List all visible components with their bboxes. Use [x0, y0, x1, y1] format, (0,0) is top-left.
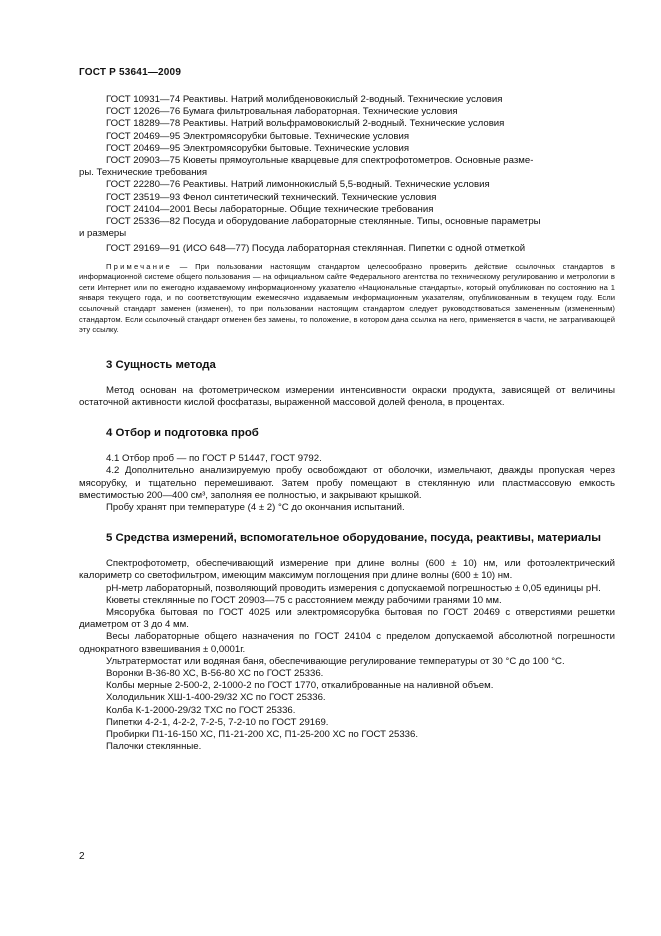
note-text: — При пользовании настоящим стандартом целесообразно проверить действие ссылочных стандартов в информационной системе общего пользования — на официальном сайте Федерального агентства по техническому регулированию и метрологии в сети Интернет или по ежегодно издаваемому информационному указателю «Национальные стандарты», который опубликован по состоянию на 1 января текущего года, и по соответствующим ежемесячно издаваемым информационным указателям, опубликованным в текущем году. Если ссылочный стандарт заменен (изменен), то при пользовании настоящим стандартом следует руководствоваться замененным (измененным) стандартом. Если ссылочный стандарт отменен без замены, то положение, в котором дана ссылка на него, применяется в части, не затрагивающей эту ссылку. [79, 261, 615, 335]
document-header: ГОСТ Р 53641—2009 [79, 67, 182, 78]
standard-reference: ГОСТ 23519—93 Фенол синтетический технический. Технические условия [106, 191, 437, 203]
document-body [79, 94, 615, 753]
section-5-paragraph: Спектрофотометр, обеспечивающий измерение при длине волны (600 ± 10) нм, или фотоэлектрический калориметр со светофильтром, имеющим максимум поглощения при длине волны (600 ± 10) нм. [79, 558, 615, 582]
note-label: Примечание [106, 261, 172, 271]
section-4-heading: 4 Отбор и подготовка проб [106, 427, 259, 440]
standard-reference: ГОСТ 18289—78 Реактивы. Натрий вольфрамовокислый 2-водный. Технические условия [106, 118, 505, 130]
page-number: 2 [79, 851, 85, 862]
standard-reference: ГОСТ 25336—82 Посуда и оборудование лабораторные стеклянные. Типы, основные параметры [106, 216, 541, 228]
standard-reference: ГОСТ 24104—2001 Весы лабораторные. Общие технические требования [106, 203, 434, 215]
section-5-heading: 5 Средства измерений, вспомогательное оборудование, посуда, реактивы, материалы [106, 532, 602, 545]
standard-reference: ГОСТ 20469—95 Электромясорубки бытовые. Технические условия [106, 130, 410, 142]
section-5-paragraph: Колбы мерные 2-500-2, 2-1000-2 по ГОСТ 1770, откалиброванные на наливной объем. [106, 680, 494, 692]
section-5-paragraph: Холодильник ХШ-1-400-29/32 ХС по ГОСТ 25336. [106, 692, 326, 704]
standard-reference-cont: и размеры [79, 228, 127, 240]
standard-reference: ГОСТ 10931—74 Реактивы. Натрий молибденовокислый 2-водный. Технические условия [106, 94, 503, 105]
section-3-heading: 3 Сущность метода [106, 358, 216, 371]
section-4-paragraph: 4.1 Отбор проб — по ГОСТ Р 51447, ГОСТ 9792. [106, 453, 322, 465]
section-5-paragraph: Мясорубка бытовая по ГОСТ 4025 или электромясорубка бытовая по ГОСТ 20469 с отверстиями решетки диаметром от 3 до 4 мм. [79, 607, 615, 631]
section-5-paragraph: Весы лабораторные общего назначения по ГОСТ 24104 с пределом допускаемой абсолютной погрешности однократного взвешивания ± 0,0001г. [79, 631, 615, 655]
section-5-paragraph: Пипетки 4-2-1, 4-2-2, 7-2-5, 7-2-10 по ГОСТ 29169. [106, 716, 329, 728]
standard-reference: ГОСТ 12026—76 Бумага фильтровальная лабораторная. Технические условия [106, 106, 458, 118]
section-5-paragraph: Пробирки П1-16-150 ХС, П1-21-200 ХС, П1-25-200 ХС по ГОСТ 25336. [106, 729, 419, 741]
section-4-paragraph: Пробу хранят при температуре (4 ± 2) °С до окончания испытаний. [106, 502, 405, 514]
standard-reference: ГОСТ 20903—75 Кюветы прямоугольные кварцевые для спектрофотометров. Основные разме- [106, 155, 534, 167]
section-5-paragraph: Ультратермостат или водяная баня, обеспечивающие регулирование температуры от 30 °С до 100 °С. [106, 655, 565, 667]
standard-reference: ГОСТ 22280—76 Реактивы. Натрий лимоннокислый 5,5-водный. Технические условия [106, 179, 490, 191]
section-3-text: Метод основан на фотометрическом измерении интенсивности окраски продукта, зависящей от величины остаточной активности кислой фосфатазы, выраженной массовой долей фенола, в процентах. [79, 384, 615, 408]
section-5-paragraph: Воронки В-36-80 ХС, В-56-80 ХС по ГОСТ 25336. [106, 668, 324, 680]
section-5-paragraph: рН-метр лабораторный, позволяющий проводить измерения с допускаемой погрешностью ± 0,05 единицы рН. [106, 582, 601, 594]
standard-reference: ГОСТ 29169—91 (ИСО 648—77) Посуда лабораторная стеклянная. Пипетки с одной отметкой [106, 243, 526, 255]
standard-reference-cont: ры. Технические требования [79, 167, 208, 179]
standard-reference: ГОСТ 20469—95 Электромясорубки бытовые. Технические условия [106, 142, 410, 154]
section-5-paragraph: Колба К-1-2000-29/32 ТХС по ГОСТ 25336. [106, 704, 296, 716]
note-paragraph [79, 262, 615, 336]
section-5-paragraph: Кюветы стеклянные по ГОСТ 20903—75 с расстоянием между рабочими гранями 10 мм. [106, 594, 502, 606]
section-4-paragraph: 4.2 Дополнительно анализируемую пробу освобождают от оболочки, измельчают, дважды пропуская через мясорубку, и тщательно перемешивают. Затем пробу помещают в стеклянную или пластмассовую емкость вместимостью 200—400 см³, заполняя ее полностью, и закрывают крышкой. [79, 465, 615, 501]
section-5-paragraph: Палочки стеклянные. [106, 741, 202, 753]
